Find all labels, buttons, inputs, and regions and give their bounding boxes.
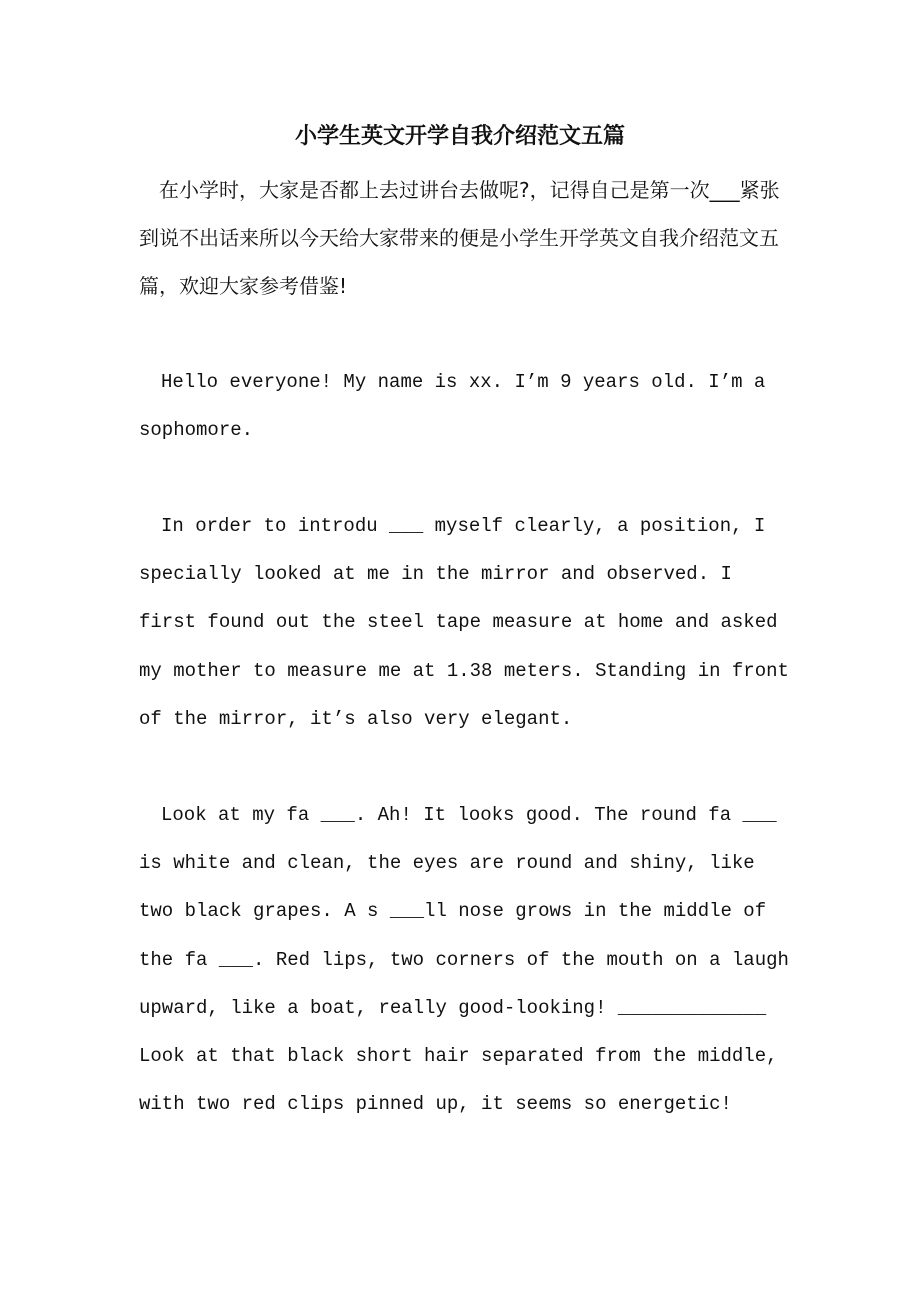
document-title: 小学生英文开学自我介绍范文五篇 bbox=[294, 123, 625, 149]
paragraph-appearance: Look at my fa ___. Ah! It looks good. The round fa ___ is white and clean, the eyes are round and shiny, like two black grapes. A s ___ll nose grows in the middle of the fa ___. Red lips, two corners of the mouth on a laugh upward, like a boat, really good-looking! _____________ Look at that black short hair separated from the middle, with two red clips pinned up, it seems so energetic! bbox=[139, 804, 789, 1116]
intro-paragraph: 在小学时，大家是否都上去过讲台去做呢?，记得自己是第一次___紧张到说不出话来所以今天给大家带来的便是小学生开学英文自我介绍范文五篇，欢迎大家参考借鉴! bbox=[139, 178, 780, 298]
paragraph-greeting: Hello everyone! My name is xx. I’m 9 years old. I’m a sophomore. bbox=[139, 371, 766, 442]
paragraph-height: In order to introdu ___ myself clearly, a position, I specially looked at me in the mirror and observed. I first found out the steel tape measure at home and asked my mother to measure me at 1.38 meters. Standing in front of the mirror, it’s also very elegant. bbox=[139, 515, 789, 730]
